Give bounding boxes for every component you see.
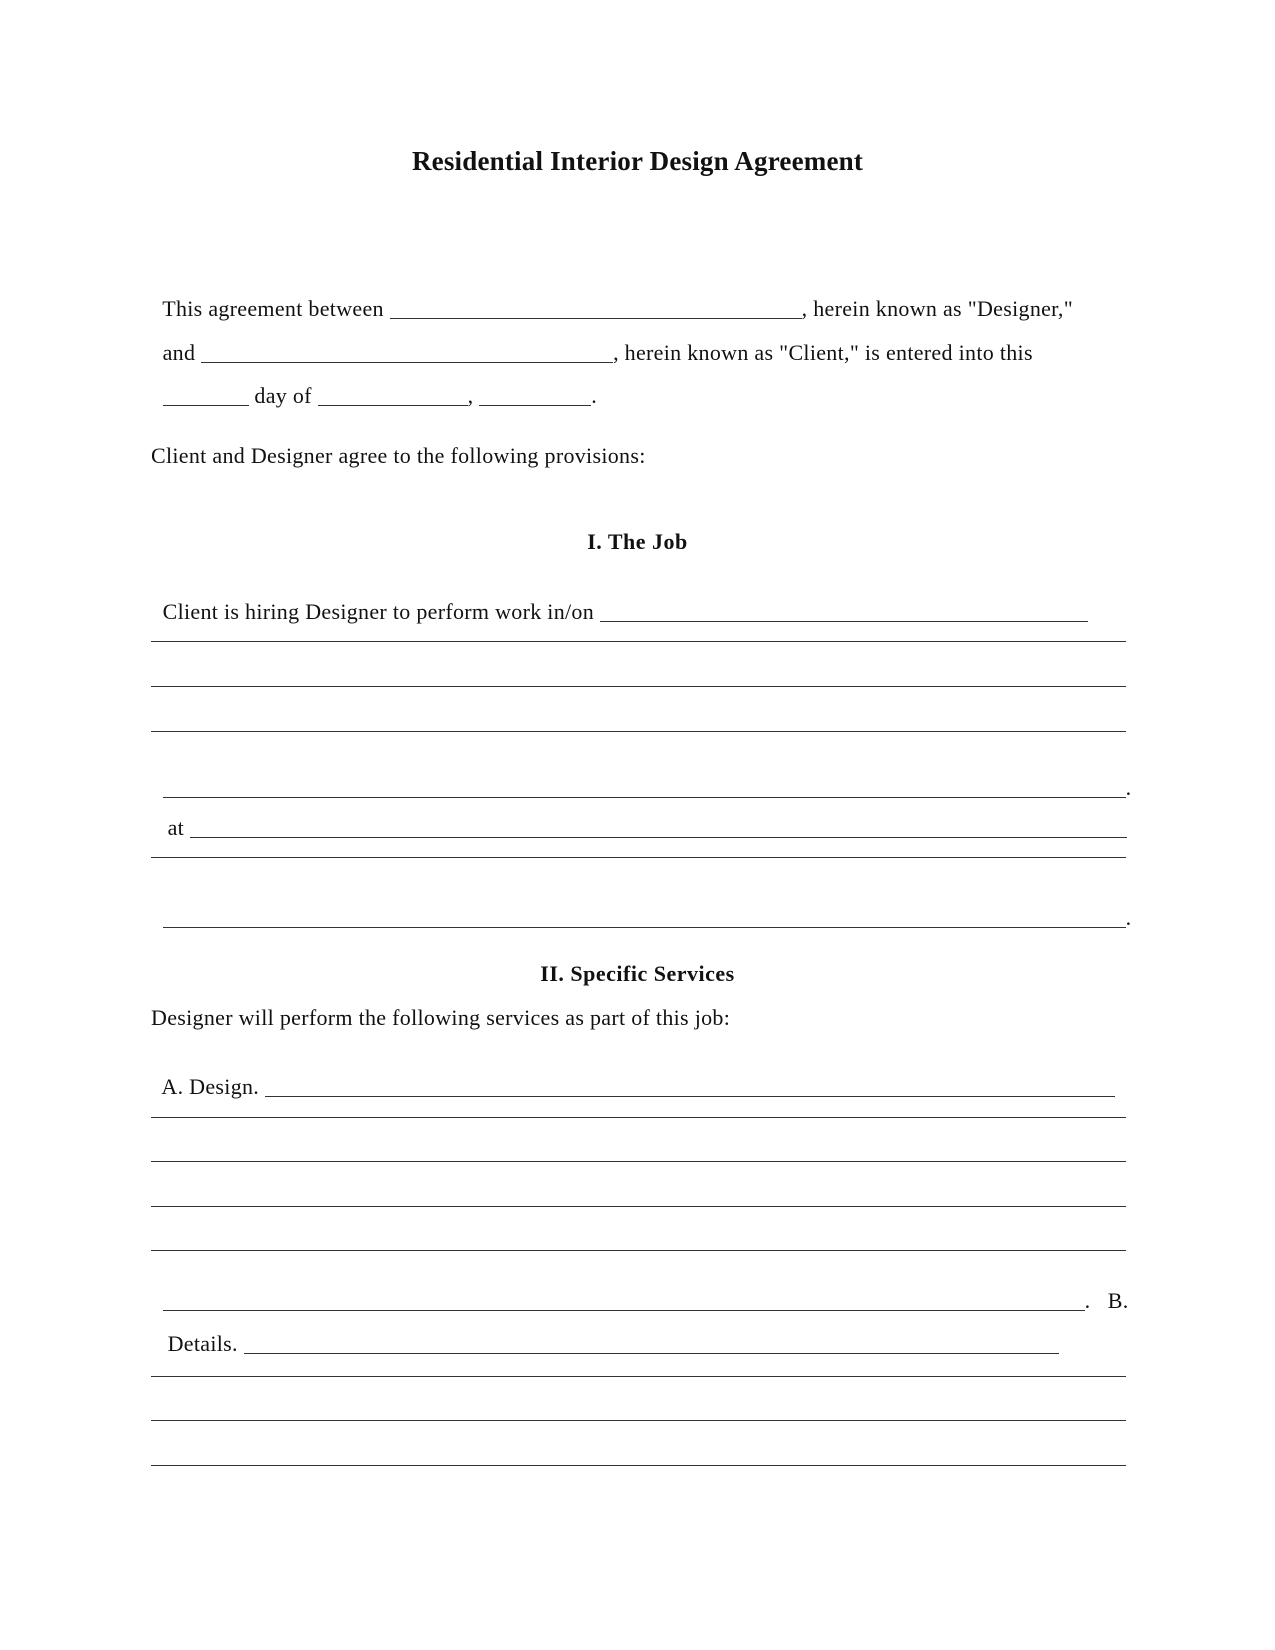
period-label: . [591, 383, 598, 408]
day-field[interactable] [163, 385, 249, 406]
design-field-1[interactable] [265, 1076, 1115, 1097]
intro-line-1-suffix: , herein known as "Designer," [801, 296, 1074, 321]
job-description-line-1[interactable] [151, 641, 1126, 642]
details-label: Details. [167, 1331, 244, 1356]
section-heading-specific-services: II. Specific Services [540, 961, 735, 986]
month-field[interactable] [318, 385, 468, 406]
at-label: at [167, 815, 190, 840]
intro-line-1-prefix: This agreement between [162, 296, 390, 321]
design-line-5[interactable] [151, 1250, 1126, 1251]
job-address-period: . [1125, 905, 1132, 930]
details-field-1[interactable] [244, 1333, 1059, 1354]
intro-line-2-suffix: , herein known as "Client," is entered into this [613, 340, 1033, 365]
job-at-line [156, 789, 1127, 841]
details-line [156, 1305, 1059, 1357]
design-line [151, 1048, 1115, 1100]
intro-line-3 [151, 357, 597, 409]
document-title: Residential Interior Design Agreement [411, 146, 864, 176]
job-address-line-3[interactable] [163, 907, 1126, 928]
job-description-line-2[interactable] [151, 686, 1126, 687]
job-description-period: . [1125, 775, 1132, 800]
services-lead-text: Designer will perform the following services as part of this job: [151, 1005, 731, 1030]
design-label: A. Design. [161, 1074, 265, 1099]
job-address-line-2[interactable] [151, 857, 1126, 858]
provisions-intro: Client and Designer agree to the following provisions: [151, 443, 646, 468]
design-line-3[interactable] [151, 1161, 1126, 1162]
job-location-field-1[interactable] [600, 601, 1088, 622]
comma-label: , [467, 383, 480, 408]
section-heading-the-job: I. The Job [587, 529, 688, 554]
intro-line-2-prefix: and [162, 340, 202, 365]
details-line-4[interactable] [151, 1465, 1126, 1466]
job-lead-line [151, 573, 1088, 625]
design-line-2[interactable] [151, 1117, 1126, 1118]
job-lead-text: Client is hiring Designer to perform work in/on [162, 599, 600, 624]
job-address-line-3-row [151, 879, 1131, 931]
job-description-line-3[interactable] [151, 731, 1126, 732]
details-line-3[interactable] [151, 1420, 1126, 1421]
year-field[interactable] [479, 385, 591, 406]
day-of-label: day of [248, 383, 318, 408]
details-line-2[interactable] [151, 1376, 1126, 1377]
design-line-4[interactable] [151, 1206, 1126, 1207]
job-address-field-1[interactable] [190, 817, 1127, 838]
item-b-trailer: . B. [1084, 1288, 1129, 1313]
